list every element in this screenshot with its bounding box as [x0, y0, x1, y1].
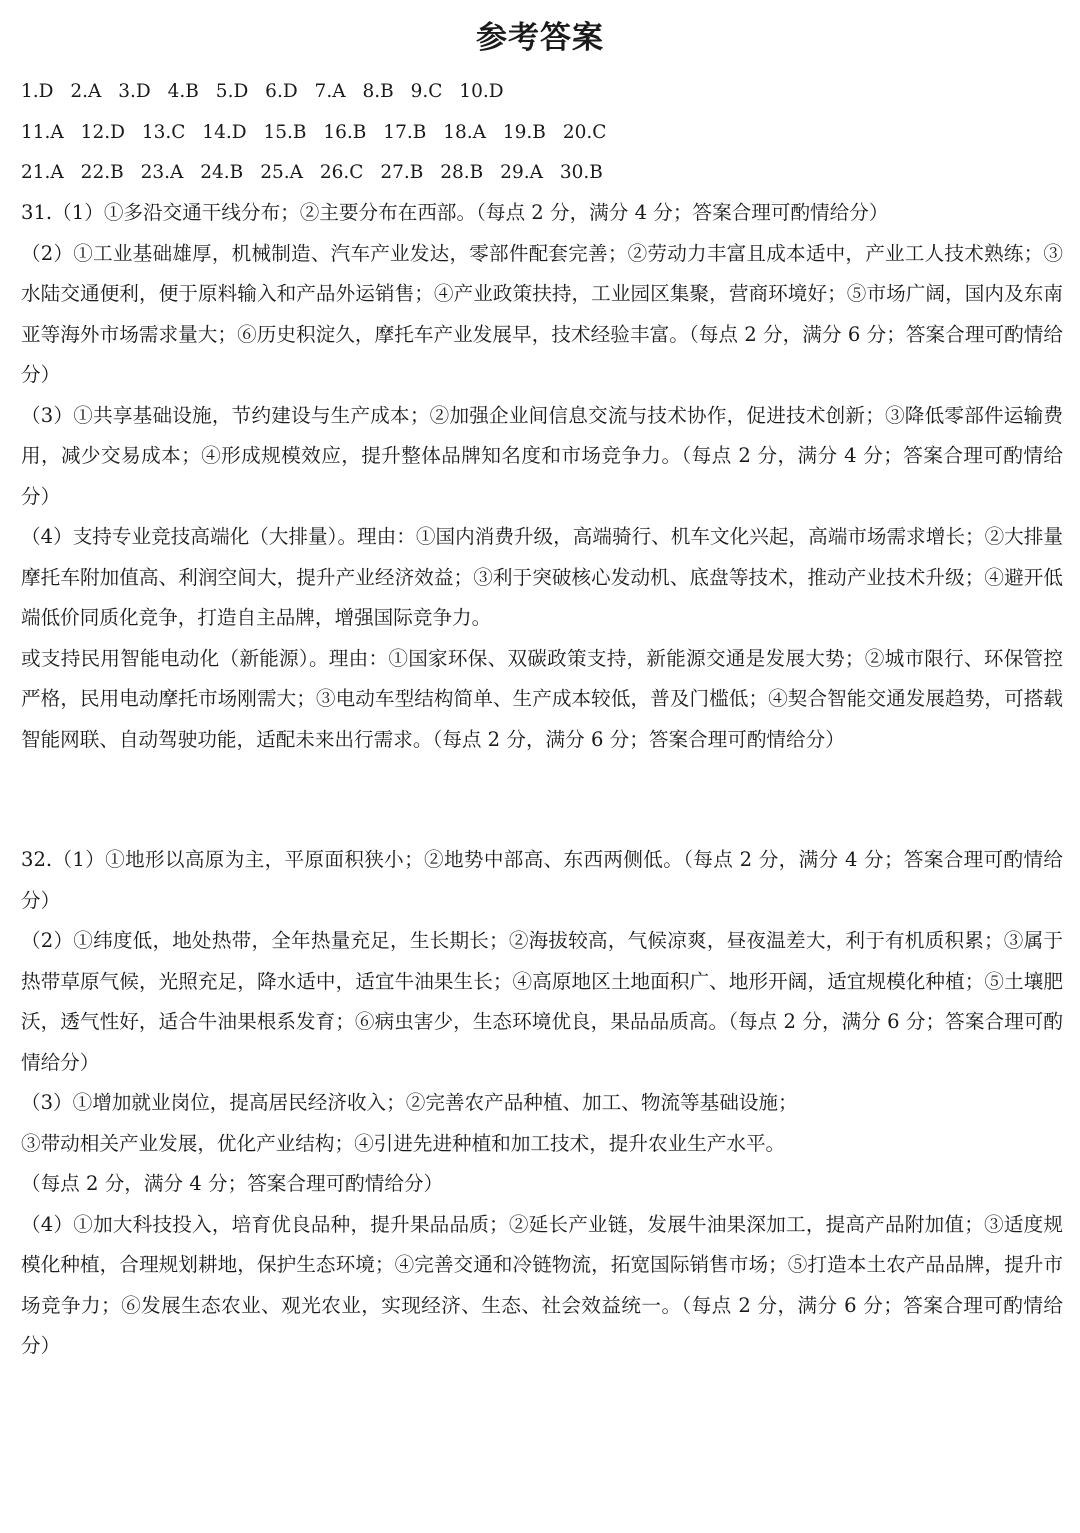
answer-item: 9.C	[410, 81, 443, 102]
answer-item: 27.B	[380, 162, 424, 183]
answer-item: 18.A	[443, 121, 486, 143]
q32-part-1: 32.（1）①地形以高原为主，平原面积狭小；②地势中部高、东西两侧低。（每点 2 分，满分 4 分；答案合理可酌情给分）	[21, 848, 1063, 912]
answer-item: 5.D	[215, 81, 249, 102]
answer-item: 12.D	[80, 121, 125, 143]
answer-item: 28.B	[440, 162, 484, 183]
answer-item: 2.A	[70, 81, 102, 102]
q32-part-3-scoring: （每点 2 分，满分 4 分；答案合理可酌情给分）	[21, 1172, 444, 1195]
q32-part-2: （2）①纬度低，地处热带，全年热量充足，生长期长；②海拔较高，气候凉爽，昼夜温差大，利于有机质积累；③属于热带草原气候，光照充足，降水适中，适宜牛油果生长；④高原地区土地面积广、地形开阔，适宜规模化种植；⑤土壤肥沃，透气性好，适合牛油果根系发育；⑥病虫害少，生态环境优良，果品品质高。（每点 2 分，满分 6 分；答案合理可酌情给分）	[21, 929, 1063, 1074]
q31-part-1: 31.（1）①多沿交通干线分布；②主要分布在西部。（每点 2 分，满分 4 分；答案合理可酌情给分）	[21, 201, 889, 224]
answer-item: 1.D	[21, 81, 54, 102]
multiple-choice-answers	[21, 72, 1061, 194]
answer-item: 23.A	[140, 162, 184, 183]
answer-item: 25.A	[260, 162, 303, 183]
answer-item: 30.B	[559, 162, 603, 183]
q31-part-2: （2）①工业基础雄厚，机械制造、汽车产业发达，零部件配套完善；②劳动力丰富且成本适中，产业工人技术熟练；③水陆交通便利，便于原料输入和产品外运销售；④产业政策扶持，工业园区集聚，营商环境好；⑤市场广阔，国内及东南亚等海外市场需求量大；⑥历史积淀久，摩托车产业发展早，技术经验丰富。（每点 2 分，满分 6 分；答案合理可酌情给分）	[21, 241, 1063, 386]
answer-item: 16.B	[323, 121, 367, 143]
q31-part-3: （3）①共享基础设施，节约建设与生产成本；②加强企业间信息交流与技术协作，促进技术创新；③降低零部件运输费用，减少交易成本；④形成规模效应，提升整体品牌知名度和市场竞争力。（每点 2 分，满分 4 分；答案合理可酌情给分）	[21, 403, 1063, 508]
answer-item: 26.C	[319, 162, 364, 183]
page-title: 参考答案	[476, 20, 604, 56]
q31-part-4-alternative: 或支持民用智能电动化（新能源）。理由：①国家环保、双碳政策支持，新能源交通是发展大势；②城市限行、环保管控严格，民用电动摩托市场刚需大；③电动车型结构简单、生产成本较低，普及门槛低；④契合智能交通发展趋势，可搭载智能网联、自动驾驶功能，适配未来出行需求。（每点 2 分，满分 6 分；答案合理可酌情给分）	[21, 646, 1063, 751]
answer-item: 19.B	[502, 121, 546, 143]
answer-item: 17.B	[383, 121, 427, 143]
answer-item: 8.B	[362, 81, 394, 102]
answer-item: 22.B	[80, 162, 124, 183]
q32-part-4: （4）①加大科技投入，培育优良品种，提升果品品质；②延长产业链，发展牛油果深加工，提高产品附加值；③适度规模化种植，合理规划耕地，保护生态环境；④完善交通和冷链物流，拓宽国际销售市场；⑤打造本土农产品品牌，提升市场竞争力；⑥发展生态农业、观光农业，实现经济、生态、社会效益统一。（每点 2 分，满分 6 分；答案合理可酌情给分）	[21, 1212, 1063, 1357]
answer-item: 4.B	[167, 81, 199, 102]
q31-part-4: （4）支持专业竞技高端化（大排量）。理由：①国内消费升级，高端骑行、机车文化兴起，高端市场需求增长；②大排量摩托车附加值高、利润空间大，提升产业经济效益；③利于突破核心发动机、底盘等技术，推动产业技术升级；④避开低端低价同质化竞争，打造自主品牌，增强国际竞争力。	[21, 525, 1063, 629]
answer-item: 10.D	[459, 81, 504, 102]
q32-part-3-line-1: （3）①增加就业岗位，提高居民经济收入；②完善农产品种植、加工、物流等基础设施；	[21, 1091, 798, 1114]
q32-part-3-line-2: ③带动相关产业发展，优化产业结构；④引进先进种植和加工技术，提升农业生产水平。	[21, 1131, 786, 1155]
answer-item: 13.C	[141, 121, 186, 143]
answer-item: 3.D	[118, 81, 151, 102]
answer-item: 29.A	[500, 162, 543, 183]
answer-item: 7.A	[314, 81, 346, 102]
answer-item: 21.A	[21, 162, 64, 183]
question-31-answer	[21, 193, 1063, 760]
answer-item: 6.D	[265, 81, 298, 102]
answer-item: 14.D	[202, 121, 247, 143]
answer-item: 20.C	[562, 121, 607, 143]
answer-row	[21, 113, 1061, 154]
answer-item: 24.B	[200, 162, 244, 183]
answer-item: 15.B	[263, 121, 307, 143]
question-32-answer	[21, 840, 1063, 1367]
answer-row	[21, 72, 1061, 113]
answer-item: 11.A	[21, 121, 64, 143]
answer-row	[21, 153, 1061, 194]
